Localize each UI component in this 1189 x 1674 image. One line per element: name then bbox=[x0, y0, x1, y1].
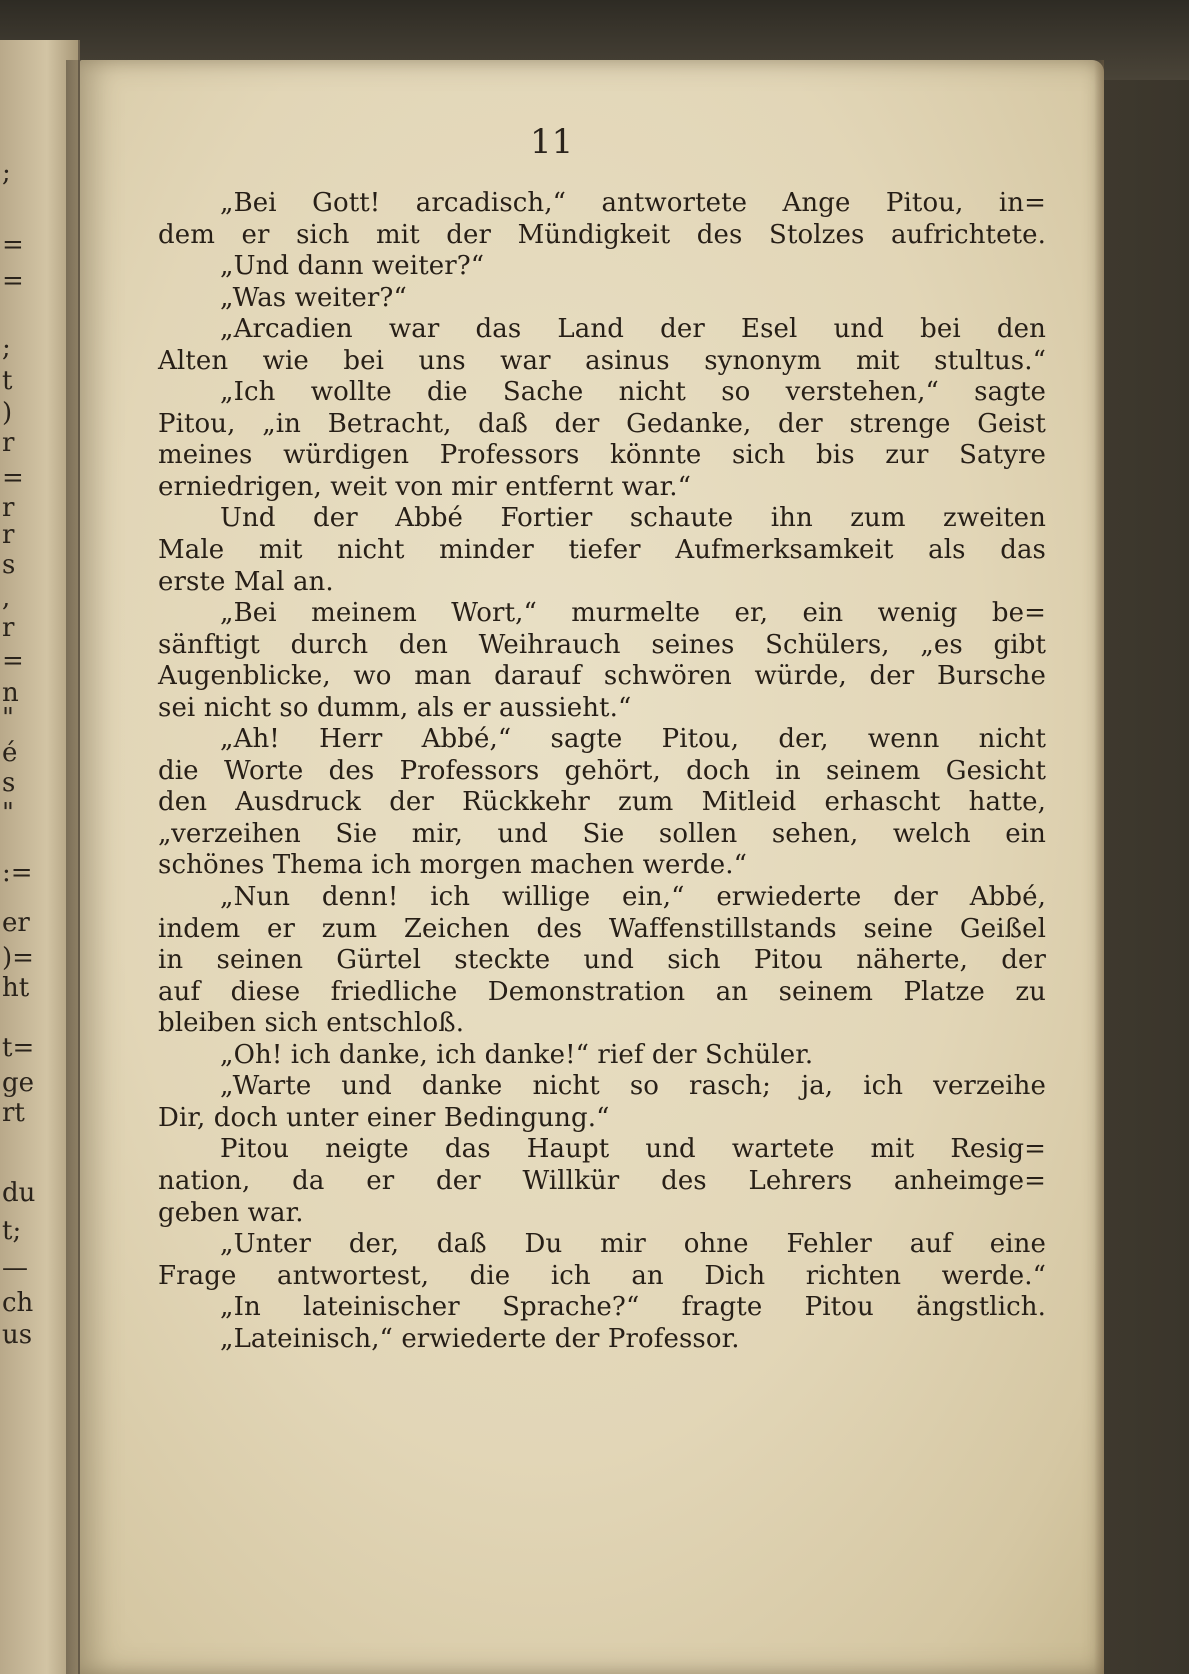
left-page-fragment: = bbox=[2, 646, 24, 676]
text-line: „Und dann weiter?“ bbox=[220, 251, 485, 282]
text-line: Alten wie bei uns war asinus synonym mit stultus.“ bbox=[158, 345, 1046, 376]
left-page-fragment: ge bbox=[2, 1068, 35, 1098]
text-line: geben war. bbox=[158, 1197, 304, 1228]
left-page-fragment: ; bbox=[2, 158, 11, 188]
left-page-fragment: ) bbox=[2, 398, 13, 428]
text-line: „Ich wollte die Sache nicht so verstehen,“ sagte bbox=[220, 377, 1046, 408]
text-line: sei nicht so dumm, als er aussieht.“ bbox=[158, 692, 632, 723]
text-line: Und der Abbé Fortier schaute ihn zum zweiten bbox=[220, 503, 1046, 534]
page-edge bbox=[1094, 60, 1104, 1674]
left-page-fragment: s bbox=[2, 768, 16, 798]
text-line: indem er zum Zeichen des Waffenstillstands seine Geißel bbox=[158, 913, 1046, 944]
text-line: Frage antwortest, die ich an Dich richten werde.“ bbox=[158, 1260, 1046, 1291]
text-line: Dir, doch unter einer Bedingung.“ bbox=[158, 1102, 610, 1133]
text-line: „Nun denn! ich willige ein,“ erwiederte der Abbé, bbox=[220, 882, 1046, 913]
text-line: „Ah! Herr Abbé,“ sagte Pitou, der, wenn nicht bbox=[220, 724, 1046, 755]
left-page-fragment: us bbox=[2, 1320, 33, 1350]
text-line: „Arcadien war das Land der Esel und bei den bbox=[220, 314, 1046, 345]
left-page-fragment: r bbox=[2, 493, 15, 523]
text-line: die Worte des Professors gehört, doch in seinem Gesicht bbox=[158, 755, 1046, 786]
left-page-fragment: = bbox=[2, 463, 24, 493]
text-line: „Warte und danke nicht so rasch; ja, ich verzeihe bbox=[220, 1071, 1046, 1102]
left-page-fragment: ; bbox=[2, 333, 11, 363]
text-line: erniedrigen, weit von mir entfernt war.“ bbox=[158, 471, 692, 502]
left-page-fragment: r bbox=[2, 428, 15, 458]
page-number: 11 bbox=[530, 122, 574, 162]
text-line: in seinen Gürtel steckte und sich Pitou näherte, der bbox=[158, 945, 1046, 976]
body-text bbox=[158, 188, 1046, 1355]
left-page-fragment: t; bbox=[2, 1216, 22, 1246]
left-page-fragment: rt bbox=[2, 1098, 25, 1128]
left-page-fragment: é bbox=[2, 738, 18, 768]
left-page-fragment: = bbox=[2, 266, 24, 296]
left-page-fragment: r bbox=[2, 613, 15, 643]
left-page-fragment: du bbox=[2, 1178, 36, 1208]
left-page-fragment: s bbox=[2, 550, 16, 580]
text-line: „In lateinischer Sprache?“ fragte Pitou ängstlich. bbox=[220, 1292, 1046, 1323]
text-line: meines würdigen Professors könnte sich bis zur Satyre bbox=[158, 440, 1046, 471]
text-line: dem er sich mit der Mündigkeit des Stolzes aufrichtete. bbox=[158, 219, 1046, 250]
left-page-fragment: n bbox=[2, 678, 19, 708]
left-page-fragment: " bbox=[2, 798, 14, 828]
text-line: Pitou neigte das Haupt und wartete mit Resig= bbox=[220, 1134, 1046, 1165]
text-line: bleiben sich entschloß. bbox=[158, 1008, 465, 1039]
text-line: Augenblicke, wo man darauf schwören würde, der Bursche bbox=[158, 661, 1046, 692]
left-page-fragment: t= bbox=[2, 1033, 35, 1063]
left-page-fragment: ch bbox=[2, 1288, 34, 1318]
left-page-fragment: = bbox=[2, 230, 24, 260]
text-line: sänftigt durch den Weihrauch seines Schülers, „es gibt bbox=[158, 629, 1046, 660]
left-page-fragment: , bbox=[2, 583, 11, 613]
left-page-fragment: " bbox=[2, 703, 14, 733]
left-page-fragment: := bbox=[2, 858, 33, 888]
left-page-fragment: )= bbox=[2, 943, 34, 973]
text-line: „Unter der, daß Du mir ohne Fehler auf eine bbox=[220, 1229, 1046, 1260]
text-line: Pitou, „in Betracht, daß der Gedanke, der strenge Geist bbox=[158, 408, 1046, 439]
text-line: „Oh! ich danke, ich danke!“ rief der Schüler. bbox=[220, 1039, 814, 1070]
left-page-fragment: — bbox=[2, 1253, 28, 1283]
text-line: erste Mal an. bbox=[158, 566, 334, 597]
left-page-fragment: er bbox=[2, 908, 30, 938]
left-page-fragment: ht bbox=[2, 973, 30, 1003]
text-line: auf diese friedliche Demonstration an seinem Platze zu bbox=[158, 976, 1046, 1007]
text-line: schönes Thema ich morgen machen werde.“ bbox=[158, 850, 748, 881]
left-page-fragment: t bbox=[2, 366, 13, 396]
text-line: Male mit nicht minder tiefer Aufmerksamkeit als das bbox=[158, 535, 1046, 566]
text-line: „Lateinisch,“ erwiederte der Professor. bbox=[220, 1323, 740, 1354]
text-line: „Was weiter?“ bbox=[220, 282, 407, 313]
left-page-fragment: r bbox=[2, 520, 15, 550]
text-line: den Ausdruck der Rückkehr zum Mitleid erhascht hatte, bbox=[158, 787, 1046, 818]
text-line: „Bei Gott! arcadisch,“ antwortete Ange Pitou, in= bbox=[220, 188, 1046, 218]
text-line: nation, da er der Willkür des Lehrers anheimge= bbox=[158, 1165, 1046, 1196]
text-line: „verzeihen Sie mir, und Sie sollen sehen, welch ein bbox=[158, 818, 1046, 849]
text-line: „Bei meinem Wort,“ murmelte er, ein wenig be= bbox=[220, 598, 1046, 629]
book-page bbox=[80, 60, 1104, 1674]
